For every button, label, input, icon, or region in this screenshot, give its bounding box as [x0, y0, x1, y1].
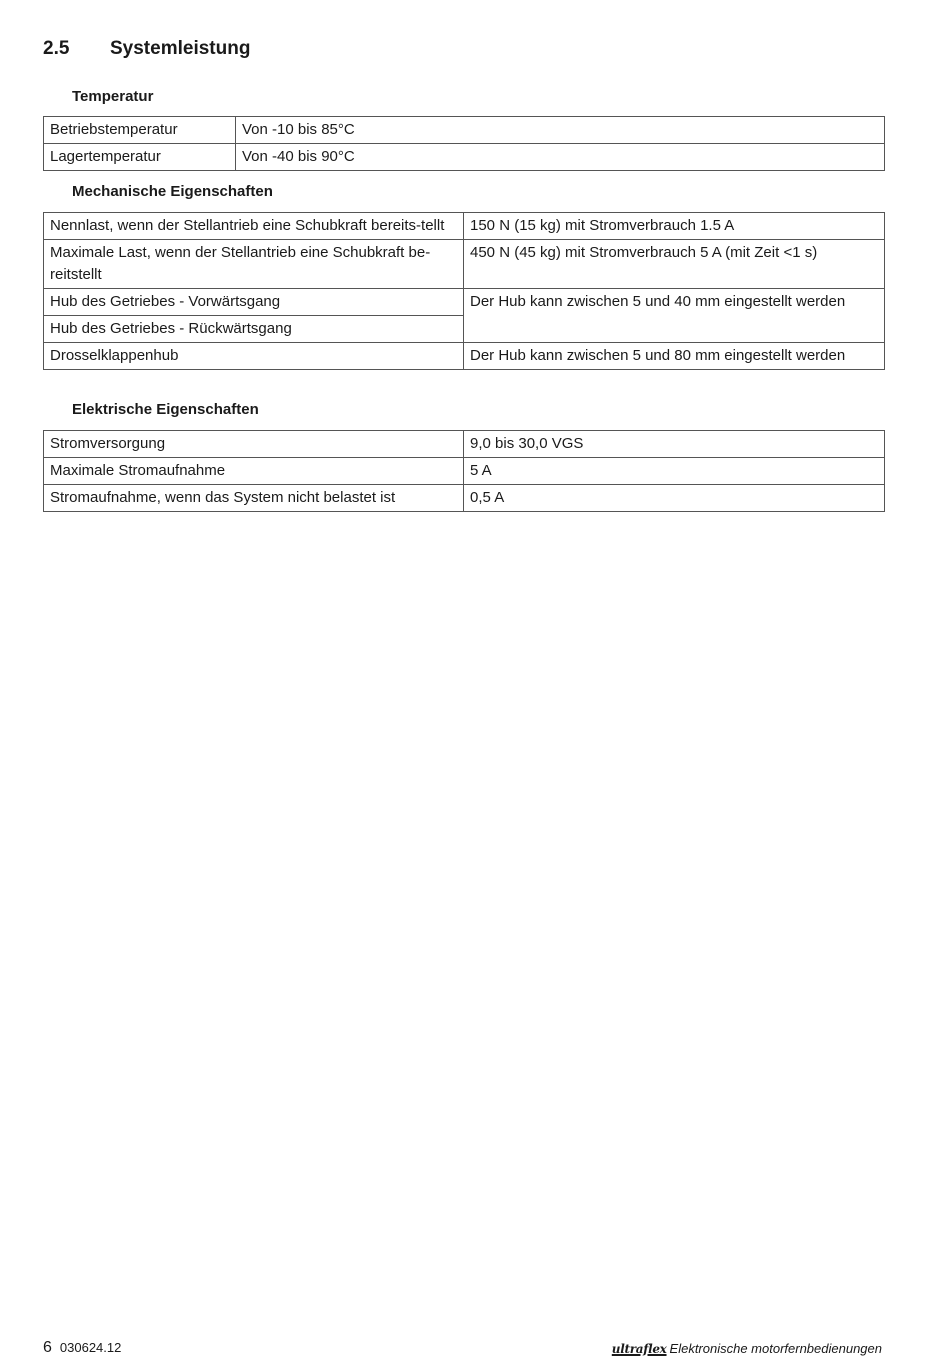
row-label: Stromversorgung [44, 431, 464, 458]
electrical-table [43, 430, 885, 512]
table-row [44, 343, 885, 370]
document-title: Elektronische motorfernbedienungen [669, 1341, 882, 1356]
electrical-heading: Elektrische Eigenschaften [72, 401, 259, 418]
table-row [44, 213, 885, 240]
mechanical-table [43, 212, 885, 370]
row-value: 450 N (45 kg) mit Stromverbrauch 5 A (mit Zeit <1 s) [464, 240, 885, 289]
row-label: Maximale Stromaufnahme [44, 458, 464, 485]
table-row [44, 117, 885, 144]
section-heading [43, 38, 250, 60]
temperature-table [43, 116, 885, 171]
section-number: 2.5 [43, 38, 70, 59]
table-row [44, 144, 885, 171]
row-label: Nennlast, wenn der Stellantrieb eine Schubkraft bereits-tellt [44, 213, 464, 240]
document-code: 030624.12 [59, 1340, 122, 1355]
footer-left [43, 1339, 121, 1357]
brand-logo: ultraflex [611, 1341, 667, 1356]
row-label: Hub des Getriebes - Rückwärtsgang [44, 316, 464, 343]
page-number: 6 [43, 1339, 52, 1356]
row-value: Von -40 bis 90°C [236, 144, 885, 171]
row-label: Stromaufnahme, wenn das System nicht belastet ist [44, 485, 464, 512]
row-value: Der Hub kann zwischen 5 und 80 mm eingestellt werden [464, 343, 885, 370]
row-value: 5 A [464, 458, 885, 485]
table-row [44, 431, 885, 458]
row-label: Drosselklappenhub [44, 343, 464, 370]
footer-right [612, 1341, 882, 1356]
table-row [44, 289, 885, 316]
row-label: Maximale Last, wenn der Stellantrieb eine Schubkraft be-reitstellt [44, 240, 464, 289]
row-label: Hub des Getriebes - Vorwärtsgang [44, 289, 464, 316]
table-row [44, 240, 885, 289]
row-value: 9,0 bis 30,0 VGS [464, 431, 885, 458]
row-value: 0,5 A [464, 485, 885, 512]
row-label: Lagertemperatur [44, 144, 236, 171]
row-value: 150 N (15 kg) mit Stromverbrauch 1.5 A [464, 213, 885, 240]
table-row [44, 485, 885, 512]
row-value: Von -10 bis 85°C [236, 117, 885, 144]
mechanical-heading: Mechanische Eigenschaften [72, 183, 273, 200]
section-title: Systemleistung [110, 38, 251, 59]
table-row [44, 458, 885, 485]
temperature-heading: Temperatur [72, 88, 154, 105]
row-value: Der Hub kann zwischen 5 und 40 mm eingestellt werden [464, 289, 885, 343]
row-label: Betriebstemperatur [44, 117, 236, 144]
